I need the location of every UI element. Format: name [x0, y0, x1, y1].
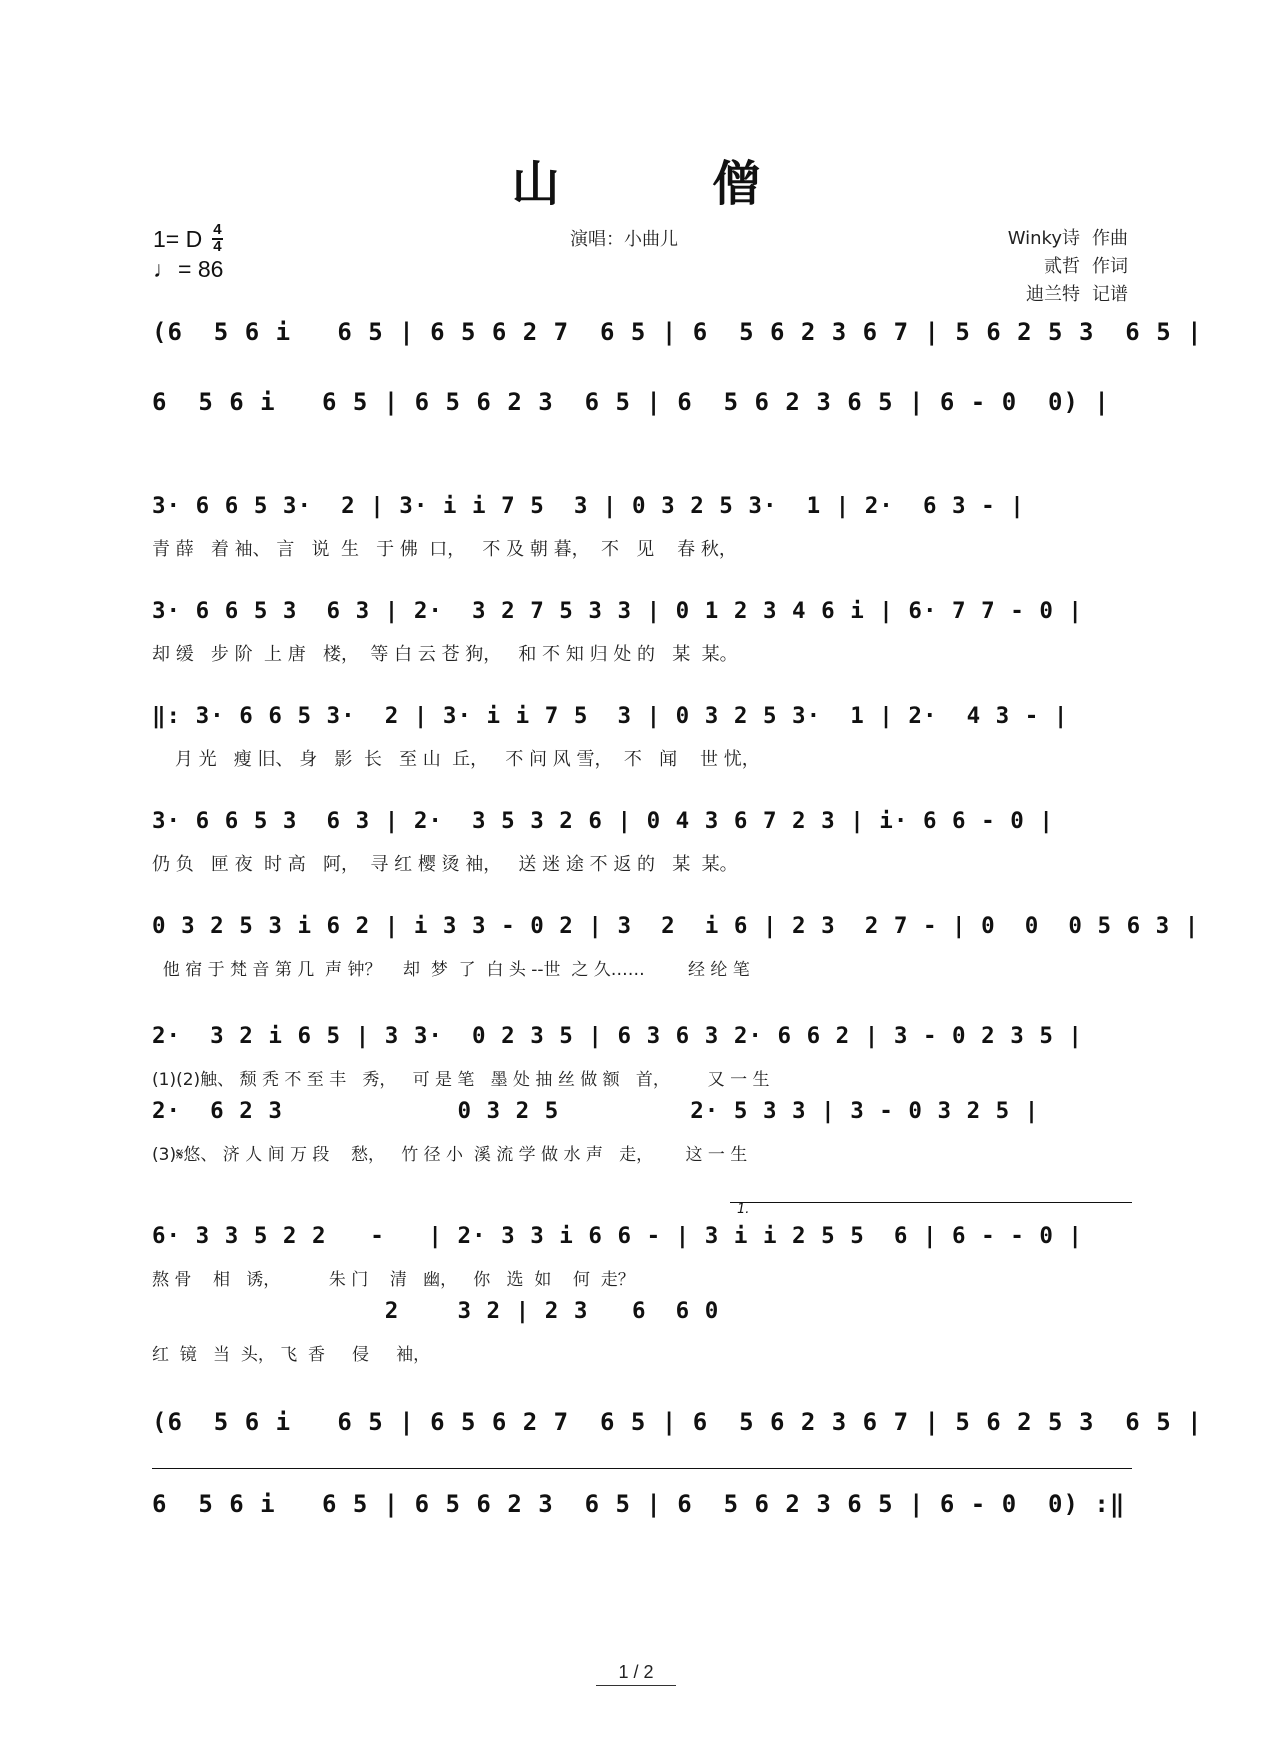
page-number-text: 1 / 2	[596, 1662, 675, 1686]
lyric-line: 红 镜 当 头， 飞 香 侵 袖，	[152, 1345, 431, 1365]
notation: 6 5 6 i 6 5 | 6 5 6 2 3 6 5 | 6 5 6 2 3 6 5 | 6 - 0 0) |	[152, 388, 1110, 416]
credit-name: 迪兰特	[1026, 284, 1080, 305]
notation: ‖: 3· 6 6 5 3· 2 | 3· i i 7 5 3 | 0 3 2 5 3· 1 | 2· 4 3 - |	[152, 703, 1069, 729]
key-label: 1= D	[153, 225, 203, 252]
time-top: 4	[213, 221, 222, 238]
notation: (6 5 6 i 6 5 | 6 5 6 2 7 6 5 | 6 5 6 2 3 6 7 | 5 6 2 5 3 6 5 |	[152, 1408, 1203, 1436]
credit-role: 记谱	[1092, 284, 1128, 305]
lyric-line: 青 薛 着 袖、 言 说 生 于 佛 口， 不 及 朝 暮， 不 见 春 秋，	[152, 539, 737, 560]
credit-name: Winky诗	[1007, 228, 1080, 249]
notation: (6 5 6 i 6 5 | 6 5 6 2 7 6 5 | 6 5 6 2 3 6 7 | 5 6 2 5 3 6 5 |	[152, 318, 1203, 346]
credit-transcriber	[968, 281, 1128, 309]
time-bottom: 4	[213, 238, 222, 255]
lyric-line: 仍 负 匣 夜 时 高 阿， 寻 红 樱 烫 袖， 送 迷 途 不 返 的 某 某。	[152, 854, 738, 875]
notation: 2· 6 2 3 0 3 2 5 2· 5 3 3 | 3 - 0 3 2 5 |	[152, 1098, 1040, 1124]
lyric-line: (3)𝄋悠、 济 人 间 万 段 愁， 竹 径 小 溪 流 学 做 水 声 走， 这 一 生	[152, 1145, 748, 1165]
key-signature	[153, 223, 223, 254]
page-number	[0, 1662, 1272, 1686]
repeat-ending-line	[152, 1468, 1132, 1469]
volta-label: 1.	[737, 1202, 750, 1217]
notation: 3· 6 6 5 3 6 3 | 2· 3 2 7 5 3 3 | 0 1 2 3 4 6 i | 6· 7 7 - 0 |	[152, 598, 1083, 624]
lyric-line: 却 缓 步 阶 上 唐 楼， 等 白 云 苍 狗， 和 不 知 归 处 的 某 某。	[152, 644, 738, 665]
credit-name: 贰哲	[1044, 256, 1080, 277]
notation: 2· 3 2 i 6 5 | 3 3· 0 2 3 5 | 6 3 6 3 2· 6 6 2 | 3 - 0 2 3 5 |	[152, 1023, 1083, 1049]
lyric-line: 月 光 瘦 旧、 身 影 长 至 山 丘， 不 问 风 雪， 不 闻 世 忧，	[152, 749, 760, 770]
quarter-note-icon: ♩	[153, 256, 176, 282]
tempo-value: = 86	[178, 256, 224, 282]
credit-role: 作词	[1092, 256, 1128, 277]
credit-lyricist	[968, 253, 1128, 281]
lyric-line: (1)(2)触、 颓 秃 不 至 丰 秀， 可 是 笔 墨 处 抽 丝 做 额 首， 又 一 生	[152, 1070, 770, 1090]
notation: 2 3 2 | 2 3 6 6 0	[152, 1298, 720, 1324]
notation: 3· 6 6 5 3 6 3 | 2· 3 5 3 2 6 | 0 4 3 6 7 2 3 | i· 6 6 - 0 |	[152, 808, 1054, 834]
time-signature	[212, 223, 222, 254]
key-tempo-block	[153, 223, 223, 284]
song-title: 山 僧	[511, 156, 829, 212]
credit-role: 作曲	[1092, 228, 1128, 249]
credits	[968, 225, 1128, 309]
lyric-line: 他 宿 于 梵 音 第 几 声 钟？ 却 梦 了 白 头 --世 之 久…… 经 纶 笔	[152, 960, 750, 980]
notation: 3· 6 6 5 3· 2 | 3· i i 7 5 3 | 0 3 2 5 3· 1 | 2· 6 3 - |	[152, 493, 1025, 519]
credit-composer	[968, 225, 1128, 253]
volta-bracket	[730, 1202, 1132, 1203]
tempo-marking	[153, 254, 223, 284]
notation: 6 5 6 i 6 5 | 6 5 6 2 3 6 5 | 6 5 6 2 3 6 5 | 6 - 0 0) :‖	[152, 1490, 1126, 1518]
lyric-line: 熬 骨 相 诱， 朱 门 清 幽， 你 选 如 何 走？	[152, 1270, 635, 1290]
performer: 演唱：小曲儿	[570, 229, 678, 250]
notation: 0 3 2 5 3 i 6 2 | i 3 3 - 0 2 | 3 2 i 6 | 2 3 2 7 - | 0 0 0 5 6 3 |	[152, 913, 1200, 939]
notation: 6· 3 3 5 2 2 - | 2· 3 3 i 6 6 - | 3 i i 2 5 5 6 | 6 - - 0 |	[152, 1223, 1083, 1249]
